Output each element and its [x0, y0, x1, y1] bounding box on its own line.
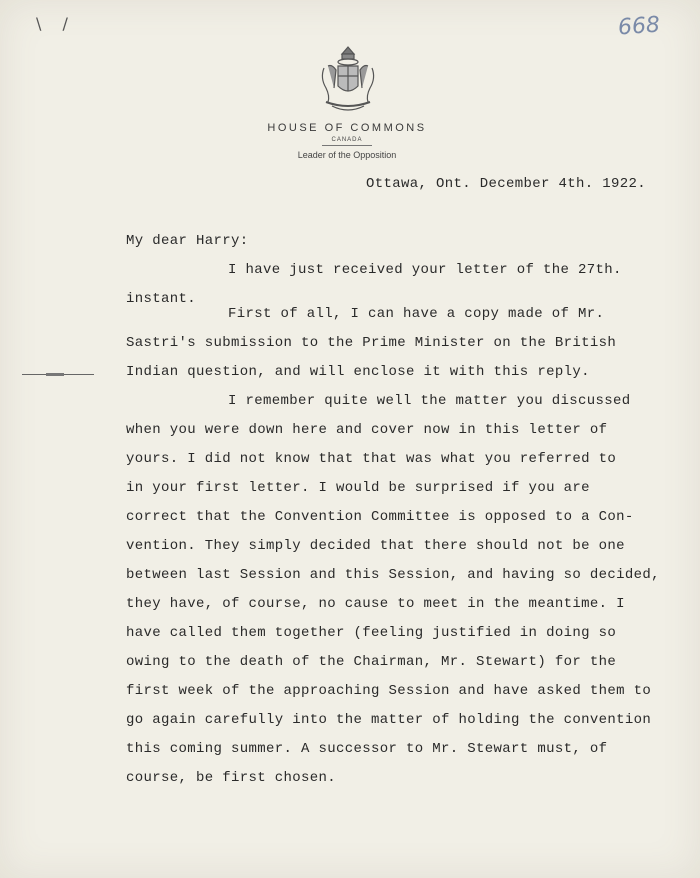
body-line: I remember quite well the matter you discussed — [228, 393, 631, 409]
body-line: this coming summer. A successor to Mr. Stewart must, of — [126, 741, 608, 757]
body-line: in your first letter. I would be surprised if you are — [126, 480, 590, 496]
body-line: yours. I did not know that that was what you referred to — [126, 451, 617, 467]
body-line: instant. — [126, 291, 197, 307]
body-line: owing to the death of the Chairman, Mr. Stewart) for the — [126, 654, 617, 670]
body-line: correct that the Convention Committee is opposed to a Con- — [126, 509, 634, 525]
body-line: Sastri's submission to the Prime Minister on the British — [126, 335, 617, 351]
body-line: have called them together (feeling justified in doing so — [126, 625, 617, 641]
canada-coat-of-arms-icon — [316, 44, 380, 118]
body-line: between last Session and this Session, and having so decided, — [126, 567, 660, 583]
letterhead-divider — [322, 145, 372, 146]
corner-pencil-mark: \ / — [36, 14, 76, 33]
letterhead-office: Leader of the Opposition — [297, 150, 397, 160]
body-line: they have, of course, no cause to meet in the meantime. I — [126, 596, 625, 612]
letterhead-house-of-commons: HOUSE OF COMMONS — [267, 122, 427, 134]
body-line: First of all, I can have a copy made of Mr. — [228, 306, 605, 322]
page-number: 668 — [617, 12, 661, 41]
body-line: vention. They simply decided that there should not be one — [126, 538, 625, 554]
salutation: My dear Harry: — [126, 233, 249, 249]
body-line: Indian question, and will enclose it with this reply. — [126, 364, 590, 380]
body-line: go again carefully into the matter of holding the convention — [126, 712, 652, 728]
margin-pencil-line — [22, 374, 94, 375]
dateline: Ottawa, Ont. December 4th. 1922. — [366, 176, 647, 192]
letterhead-country: CANADA — [331, 137, 363, 143]
body-line: I have just received your letter of the 27th. — [228, 262, 622, 278]
body-line: when you were down here and cover now in this letter of — [126, 422, 608, 438]
body-line: first week of the approaching Session and have asked them to — [126, 683, 652, 699]
body-line: course, be first chosen. — [126, 770, 337, 786]
